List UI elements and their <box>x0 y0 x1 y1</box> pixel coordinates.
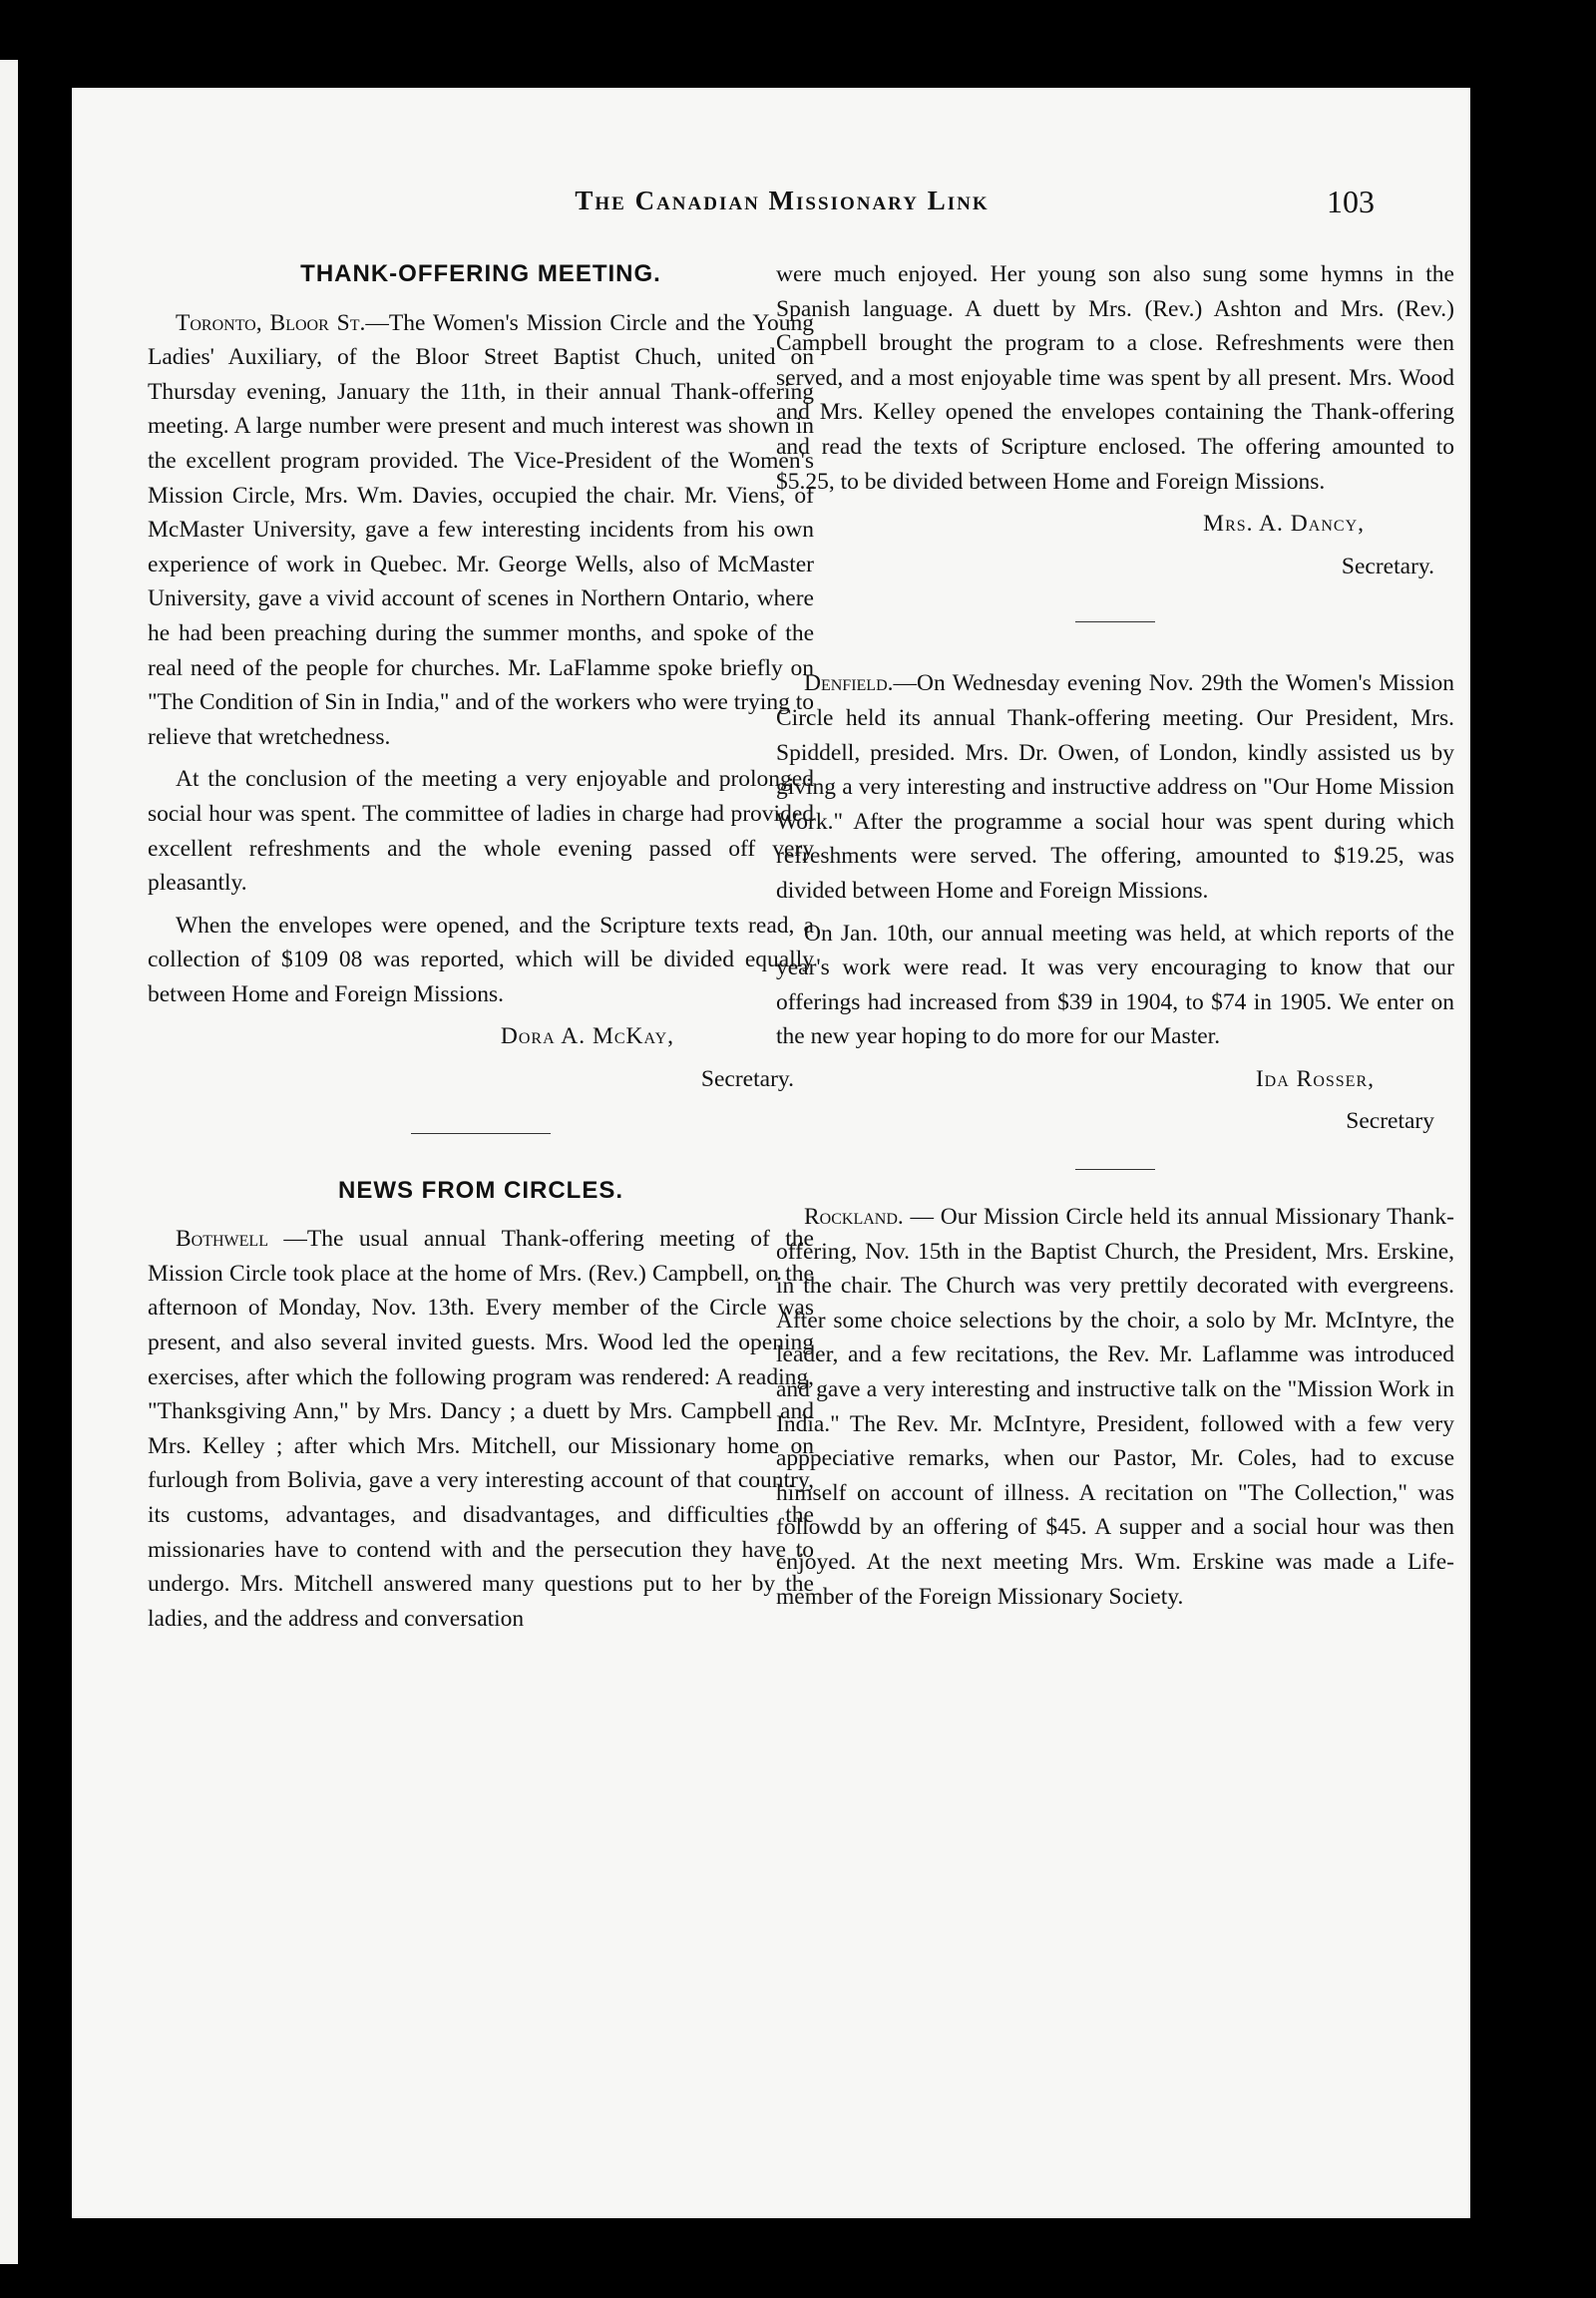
article-paragraph <box>148 1222 814 1636</box>
article-paragraph: At the conclusion of the meeting a very enjoyable and prolonged social hour was spent. The committee of ladies in charge had provided excellent refreshments and the whole evening passed off very pleasantly. <box>148 766 814 897</box>
signature-name: Ida Rosser, <box>1255 1065 1375 1092</box>
page-number: 103 <box>1327 184 1375 219</box>
article-text: —The Women's Mission Circle and the Young Ladies' Auxiliary, of the Bloor Street Baptist Chuch, united on Thursday evening, January the 11th, in their annual Thank-offering meeting. A large number were present and much interest was shown in the excellent program provided. The Vice-President of the Women's Mission Circle, Mrs. Wm. Davies, occupied the chair. Mr. Viens, of McMaster University, gave a few interesting incidents from his own experience of work in Quebec. Mr. George Wells, also of McMaster University, gave a vivid account of scenes in Northern Ontario, where he had been preaching during the summer months, and spoke of the real need of the people for churches. Mr. LaFlamme spoke briefly on "The Condition of Sin in India," and of the workers who were trying to relieve that wretchedness. <box>148 309 814 750</box>
scanned-page <box>72 88 1470 2218</box>
article-text: —The usual annual Thank-offering meeting of the Mission Circle took place at the home of Mrs. (Rev.) Campbell, on the afternoon of Monday, Nov. 13th. Every member of the Circle was present, and also several invited guests. Mrs. Wood led the opening exercises, after which the following program was rendered: A reading, "Thanksgiving Ann," by Mrs. Dancy ; a duett by Mrs. Campbell and Mrs. Kelley ; after which Mrs. Mitchell, our Missionary home on furlough from Bolivia, gave a very interesting account of that country, its customs, advantages, and disadvantages, and difficulties the missionaries have to contend with and the persecution they have to undergo. Mrs. Mitchell answered many questions put to her by the ladies, and the address and conversation <box>148 1226 814 1632</box>
article-paragraph <box>776 666 1454 908</box>
running-title: The Canadian Missionary Link <box>575 186 990 215</box>
section-heading-news: NEWS FROM CIRCLES. <box>338 1176 623 1204</box>
article-paragraph: On Jan. 10th, our annual meeting was held, at which reports of the year's work were read. It was very encouraging to know that our offerings had increased from $39 in 1904, to $74 in 1905. We enter on the new year hoping to do more for our Master. <box>776 920 1454 1050</box>
article-text: —On Wednesday evening Nov. 29th the Women's Mission Circle held its annual Thank-offering meeting. Our President, Mrs. Spiddell, presided. Mrs. Dr. Owen, of London, kindly assisted us by giving a very interesting and instructive address on "Our Home Mission Work." After the programme a social hour was spent during which refreshments were served. The offering, amounted to $19.25, was divided between Home and Foreign Missions. <box>776 670 1454 904</box>
signature-title: Secretary <box>1346 1108 1434 1135</box>
article-paragraph <box>148 306 814 755</box>
section-heading-thank-offering: THANK-OFFERING MEETING. <box>300 260 661 287</box>
article-lead: Rockland. <box>804 1204 904 1231</box>
adjacent-page-edge <box>0 60 18 2264</box>
article-lead: Bothwell <box>176 1226 268 1253</box>
signature-title: Secretary. <box>1341 553 1434 579</box>
signature-name: Mrs. A. Dancy, <box>1203 511 1365 538</box>
signature-name: Dora A. McKay, <box>500 1023 674 1050</box>
left-column <box>148 257 814 1644</box>
article-paragraph: When the envelopes were opened, and the Scripture texts read, a collection of $109 08 was reported, which will be divided equally between Home and Foreign Missions. <box>148 912 814 1007</box>
signature-title: Secretary. <box>700 1066 794 1093</box>
article-paragraph: were much enjoyed. Her young son also sung some hymns in the Spanish language. A duett by Mrs. (Rev.) Ashton and Mrs. (Rev.) Campbell brought the program to a close. Refreshments were then served, and a most enjoyable time was spent by all present. Mrs. Wood and Mrs. Kelley opened the envelopes containing the Thank-offering and read the texts of Scripture enclosed. The offering amounted to $5.25, to be divided between Home and Foreign Missions. <box>776 261 1454 495</box>
page-header <box>72 186 1470 225</box>
right-column <box>776 257 1454 1622</box>
article-lead: Toronto, Bloor St. <box>176 309 366 336</box>
article-text: — Our Mission Circle held its annual Missionary Thank-offering, Nov. 15th in the Baptist Church, the President, Mrs. Erskine, in the chair. The Church was very prettily decorated with evergreens. After some choice selections by the choir, a solo by Mr. McIntyre, the leader, and a few recitations, the Rev. Mr. Laflamme was introduced and gave a very interesting and instructive talk on the "Mission Work in India." The Rev. Mr. McIntyre, President, followed with a few very apppeciative remarks, when our Pastor, Mr. Coles, had to excuse himself on account of illness. A recitation on "The Collection," was followdd by an offering of $45. A supper and a social hour was then enjoyed. At the next meeting Mrs. Wm. Erskine was made a Life-member of the Foreign Missionary Society. <box>776 1204 1454 1610</box>
article-paragraph <box>776 1200 1454 1614</box>
article-lead: Denfield. <box>804 670 894 697</box>
